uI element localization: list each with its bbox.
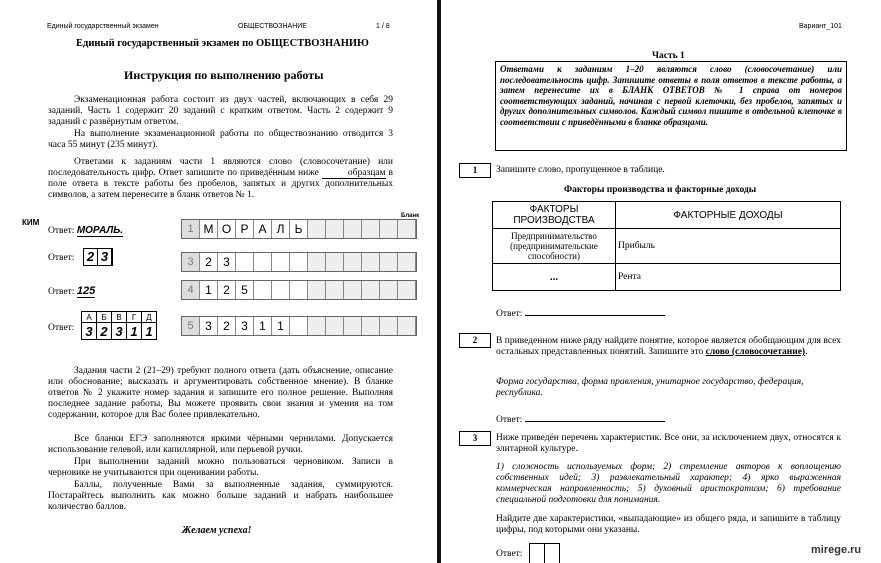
task3-answer-label: Ответ: — [496, 549, 523, 559]
grid-cell — [308, 317, 326, 335]
grid-cell: Ь — [290, 220, 308, 238]
handwritten-digit: 3 — [82, 323, 97, 340]
paragraph-structure: Экзаменационная работа состоит из двух частей, включающих в себя 29 заданий. Часть 1 содержит 20 заданий с кратким ответом. Часть 2 содержит 9 заданий с развёрнутым ответом. — [48, 95, 393, 127]
grid-cell — [362, 281, 380, 299]
task3-answer-cell[interactable] — [545, 543, 560, 563]
grid-task-number: 1 — [182, 220, 200, 238]
grid-cell — [272, 253, 290, 271]
left-page — [0, 0, 437, 563]
header-subject: ОБЩЕСТВОЗНАНИЕ — [238, 23, 307, 30]
grid-cell: 2 — [218, 317, 236, 335]
grid-cell: 3 — [200, 317, 218, 335]
task1-text: Запишите слово, пропущенное в таблице. — [496, 165, 665, 175]
variant-label: Вариант_101 — [799, 23, 842, 30]
part-title: Часть 1 — [652, 51, 685, 61]
task1-answer-line[interactable] — [525, 306, 665, 316]
paragraph-forms: Все бланки ЕГЭ заполняются яркими чёрными чернилами. Допускается использование гелевой, или капиллярной, или перьевой ручки. — [48, 434, 393, 455]
grid-cell — [362, 253, 380, 271]
table-cell-entrepreneurship: Предпринимательство (предпринимательские способности) — [493, 229, 616, 264]
letter-cell: Д — [142, 312, 157, 323]
handwritten-digit: 1 — [142, 323, 157, 340]
handwritten-digit: 1 — [127, 323, 142, 340]
task3-answer-cell[interactable] — [529, 543, 545, 563]
letter-cell: А — [82, 312, 97, 323]
paragraph-time: На выполнение экзаменационной работы по обществознанию отводится 3 часа 55 минут (235 минут). — [48, 129, 393, 150]
letter-cell: Б — [97, 312, 112, 323]
grid-cell: А — [254, 220, 272, 238]
watermark: mirege.ru — [811, 544, 862, 556]
grid-cell — [362, 220, 380, 238]
table-cell-missing: ... — [493, 264, 616, 291]
handwritten-digit: 3 — [98, 249, 112, 265]
paragraph-draft: При выполнении заданий можно пользоваться черновиком. Записи в черновике не учитываются при оценивании работы. — [48, 457, 393, 478]
example3-grid — [181, 280, 417, 300]
table-cell-profit: Прибыль — [616, 229, 841, 264]
example3-answer: Ответ: 125 — [48, 285, 96, 297]
grid-cell — [398, 317, 416, 335]
instruction-title: Инструкция по выполнению работы — [124, 68, 324, 82]
grid-cell — [272, 281, 290, 299]
task2-text: В приведенном ниже ряду найдите понятие, которое является обобщающим для всех остальных представленных понятий. Запишите это слово (словосочетание). — [496, 336, 841, 357]
grid-cell — [290, 253, 308, 271]
grid-cell — [326, 317, 344, 335]
grid-cell — [326, 253, 344, 271]
blank-label: Бланк — [401, 213, 420, 219]
grid-cell: 3 — [236, 317, 254, 335]
grid-cell — [326, 220, 344, 238]
grid-task-number: 5 — [182, 317, 200, 335]
example3-handwritten: 125 — [76, 285, 96, 297]
task1-number: 1 — [459, 163, 491, 178]
grid-cell: 1 — [200, 281, 218, 299]
instruction-box-text: Ответами к заданиям 1–20 являются слово (словосочетание) или последовательность цифр. Запишите ответы в поля ответов в тексте работы, а затем перенесите их в БЛАНК ОТВЕТОВ № 1 справа от номеров соответствующих заданий, начиная с первой клеточки, без пробелов, запятых и других дополнительных символов. Каждый символ пишите в отдельной клеточке в соответствии с приведёнными в бланке образцами. — [500, 64, 842, 127]
task3-instruction: Найдите две характеристики, «выпадающие» из общего ряда, и запишите в таблицу цифры, под которыми они указаны. — [496, 514, 841, 535]
task2-list: Форма государства, форма правления, унитарное государство, федерация, республика. — [496, 377, 804, 398]
instruction-box — [495, 61, 847, 151]
handwritten-digit: 3 — [112, 323, 127, 340]
grid-cell — [380, 317, 398, 335]
grid-cell — [308, 253, 326, 271]
table-head-incomes: ФАКТОРНЫЕ ДОХОДЫ — [616, 202, 841, 229]
grid-cell — [380, 281, 398, 299]
grid-cell: 3 — [218, 253, 236, 271]
grid-cell — [344, 253, 362, 271]
grid-cell — [236, 253, 254, 271]
kim-label: КИМ — [22, 218, 40, 227]
example1-handwritten: МОРАЛЬ. — [76, 225, 124, 236]
grid-cell — [380, 253, 398, 271]
good-luck: Желаем успеха! — [182, 525, 252, 536]
document-title: Единый государственный экзамен по ОБЩЕСТВОЗНАНИЮ — [76, 38, 369, 49]
example4-table — [81, 311, 157, 340]
grid-cell: 5 — [236, 281, 254, 299]
task3-list: 1) сложность используемых форм; 2) стремление авторов к воплощению собственных идей; 3) развлекательный характер; 4) ярко выраженная коммерческая направленность; 5) духовный аристократизм; 6) требование специальной подготовки для понимания. — [496, 462, 841, 505]
right-page — [441, 0, 881, 563]
example4-grid — [181, 316, 417, 336]
grid-cell — [344, 220, 362, 238]
grid-cell — [398, 220, 416, 238]
table-head-factors: ФАКТОРЫ ПРОИЗВОДСТВА — [493, 202, 616, 229]
grid-task-number: 4 — [182, 281, 200, 299]
task1-answer: Ответ: — [496, 306, 665, 319]
grid-cell: 2 — [200, 253, 218, 271]
task2-answer: Ответ: — [496, 412, 665, 425]
grid-cell: 2 — [218, 281, 236, 299]
table-cell-rent: Рента — [616, 264, 841, 291]
example2-answer-label: Ответ: — [48, 253, 75, 263]
letter-cell: Г — [127, 312, 142, 323]
example4-answer-label: Ответ: — [48, 323, 75, 333]
grid-cell: Р — [236, 220, 254, 238]
samples-link: образцам — [322, 168, 386, 179]
grid-cell: 1 — [254, 317, 272, 335]
grid-cell — [290, 281, 308, 299]
example1-grid — [181, 219, 417, 239]
grid-cell — [398, 253, 416, 271]
grid-cell — [398, 281, 416, 299]
grid-cell — [308, 220, 326, 238]
task2-number: 2 — [459, 333, 491, 348]
grid-cell — [326, 281, 344, 299]
grid-cell — [254, 253, 272, 271]
grid-cell — [344, 317, 362, 335]
example2-handwritten — [83, 248, 113, 266]
grid-cell — [290, 317, 308, 335]
factors-table — [492, 201, 841, 291]
example1-answer: Ответ: МОРАЛЬ. — [48, 225, 124, 236]
table-title: Факторы производства и факторные доходы — [564, 185, 757, 195]
letter-cell: В — [112, 312, 127, 323]
handwritten-digit: 2 — [97, 323, 112, 340]
grid-cell — [308, 281, 326, 299]
grid-cell — [344, 281, 362, 299]
grid-cell — [380, 220, 398, 238]
grid-cell — [254, 281, 272, 299]
task3-text: Ниже приведён перечень характеристик. Все они, за исключением двух, относятся к элитарной культуре. — [496, 433, 841, 454]
grid-cell: М — [200, 220, 218, 238]
example2-grid — [181, 252, 417, 272]
paragraph-answers: Ответами к заданиям части 1 являются слово (словосочетание) или последовательность цифр. Ответ запишите по приведённым ниже образцам в поле ответа в тексте работы без пробелов, запятых и других дополнительных символов, а затем перенесите в бланк ответов № 1. — [48, 157, 393, 200]
handwritten-digit: 2 — [84, 249, 98, 265]
grid-cell: 1 — [272, 317, 290, 335]
paragraph-scores: Баллы, полученные Вами за выполненные задания, суммируются. Постарайтесь выполнить как можно больше заданий и набрать наибольшее количество баллов. — [48, 480, 393, 512]
grid-cell — [362, 317, 380, 335]
paragraph-part2: Задания части 2 (21–29) требуют полного ответа (дать объяснение, описание или обоснование; высказать и аргументировать собственное мнение). В бланке ответов № 2 укажите номер задания и запишите его полное решение. Выполняя последнее задание работы, Вы можете проявить свои знания и умения на том содержании, которое для Вас более привлекательно. — [48, 366, 393, 420]
task2-answer-line[interactable] — [525, 412, 665, 422]
grid-cell: Л — [272, 220, 290, 238]
grid-cell: О — [218, 220, 236, 238]
header-page-number: 1 / 8 — [376, 23, 390, 30]
task3-answer-cells — [529, 543, 560, 563]
task3-number: 3 — [459, 431, 491, 446]
header-exam: Единый государственный экзамен — [47, 23, 159, 30]
grid-task-number: 3 — [182, 253, 200, 271]
